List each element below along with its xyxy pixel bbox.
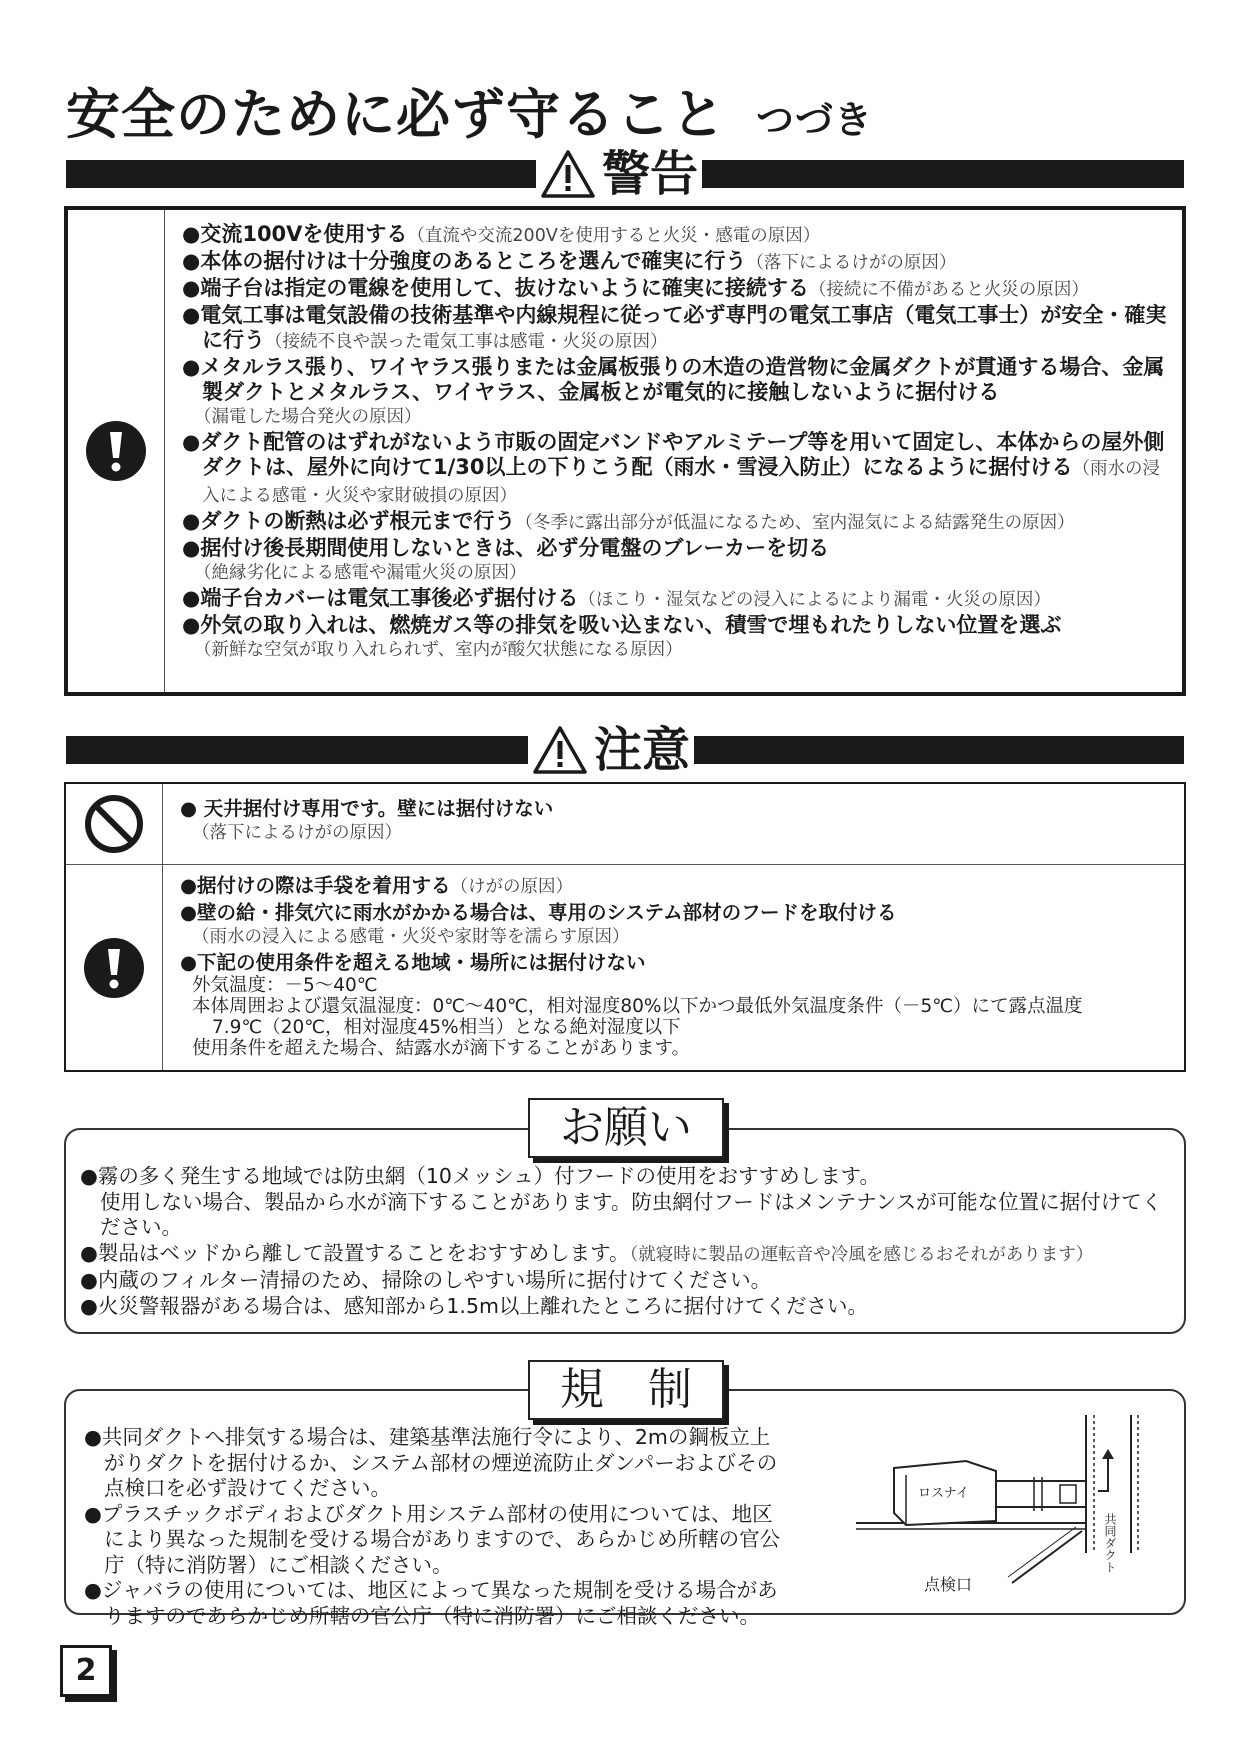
warning-item-2: ●本体の据付けは十分強度のあるところを選んで確実に行う（落下によるけがの原因） bbox=[182, 249, 957, 273]
request-list bbox=[80, 1164, 1168, 1319]
warning-item-4: ●電気工事は電気設備の技術基準や内線規程に従って必ず専門の電気工事店（電気工事士）が安全・確実に行う（接続不良や誤った電気工事は感電・火災の原因） bbox=[182, 303, 1167, 352]
caution-box bbox=[64, 782, 1186, 1072]
warning-item-3: ●端子台は指定の電線を使用して、抜けないように確実に接続する（接続に不備があると火災の原因） bbox=[182, 276, 1089, 300]
diagram-unit-label: ロスナイ bbox=[918, 1486, 969, 1501]
regulation-item-1: ●共同ダクトへ排気する場合は、建築基準法施行令により、2mの鋼板立上がりダクトを据付けるか、システム部材の煙逆流防止ダンパーおよびその点検口を必ず設けてください。 bbox=[84, 1425, 778, 1500]
warning-item-5: ●メタルラス張り、ワイヤラス張りまたは金属板張りの木造の造営物に金属ダクトが貫通する場合、金属製ダクトとメタルラス、ワイヤラス、金属板とが電気的に接触しないように据付ける （漏電した場合発火の原因） bbox=[182, 355, 1165, 427]
caution-must-item-2: ●壁の給・排気穴に雨水がかかる場合は、専用のシステム部材のフードを取付ける （雨水の浸入による感電・火災や家財等を濡らす原因） bbox=[180, 901, 897, 947]
caution-heading bbox=[528, 722, 694, 778]
request-item-1: ●霧の多く発生する地域では防虫網（10メッシュ）付フードの使用をおすすめします。 使用しない場合、製品から水が滴下することがあります。防虫網付フードはメンテナンスが可能な位置に据付けてください。 bbox=[80, 1164, 1163, 1239]
caution-must-list bbox=[180, 873, 1174, 1059]
warning-item-8: ●据付け後長期間使用しないときは、必ず分電盤のブレーカーを切る （絶縁劣化による感電や漏電火災の原因） bbox=[182, 536, 830, 583]
request-item-3: ●内蔵のフィルター清掃のため、掃除のしやすい場所に据付けてください。 bbox=[80, 1268, 772, 1292]
warning-item-1: ●交流100Vを使用する（直流や交流200Vを使用すると火災・感電の原因） bbox=[182, 222, 821, 246]
condition-line-3: 使用条件を超えた場合、結露水が滴下することがあります。 bbox=[192, 1038, 691, 1059]
caution-triangle-icon bbox=[532, 725, 588, 775]
condition-line-1: 外気温度：－5～40℃ bbox=[192, 975, 378, 996]
warning-item-7: ●ダクトの断熱は必ず根元まで行う（冬季に露出部分が低温になるため、室内湿気による結露発生の原因） bbox=[182, 509, 1075, 533]
mandatory-action-icon bbox=[83, 937, 145, 999]
exhaust-duct-diagram bbox=[846, 1413, 1176, 1593]
condition-line-2: 本体周囲および還気温湿度：0℃～40℃，相対湿度80%以下かつ最低外気温度条件（－5℃）にて露点温度7.9℃（20℃，相対湿度45%相当）となる絶対湿度以下 bbox=[192, 996, 1083, 1038]
warning-item-10: ●外気の取り入れは、燃焼ガス等の排気を吸い込まない、積雪で埋もれたりしない位置を選ぶ （新鮮な空気が取り入れられず、室内が酸欠状態になる原因） bbox=[182, 613, 1062, 660]
regulation-item-2: ●プラスチックボディおよびダクト用システム部材の使用については、地区により異なった規制を受ける場合がありますので、あらかじめ所轄の官公庁（特に消防署）にご相談ください。 bbox=[84, 1501, 781, 1577]
warning-triangle-icon bbox=[540, 149, 596, 199]
warning-heading bbox=[536, 146, 702, 202]
page-title bbox=[66, 72, 873, 149]
caution-prohibit-row bbox=[66, 784, 1184, 865]
diagram-shaft-label: 共同ダクト bbox=[1103, 1513, 1117, 1573]
request-item-4: ●火災警報器がある場合は、感知部から1.5m以上離れたところに据付けてください。 bbox=[80, 1293, 868, 1318]
request-heading: お願い bbox=[528, 1098, 724, 1158]
caution-must-icon-column bbox=[66, 865, 163, 1070]
page-number: 2 bbox=[60, 1645, 112, 1697]
caution-must-item-1: ●据付けの際は手袋を着用する（けがの原因） bbox=[180, 874, 574, 897]
warning-icon-column bbox=[68, 210, 165, 692]
warning-list bbox=[182, 222, 1172, 663]
caution-heading-label: 注意 bbox=[594, 722, 691, 778]
page-title-sub: つづき bbox=[756, 98, 874, 142]
mandatory-action-icon bbox=[85, 420, 147, 482]
prohibited-icon bbox=[83, 793, 145, 855]
warning-item-9: ●端子台カバーは電気工事後必ず据付ける（ほこり・湿気などの浸入によるにより漏電・火災の原因） bbox=[182, 586, 1051, 610]
request-box bbox=[64, 1128, 1186, 1334]
regulation-heading: 規 制 bbox=[528, 1360, 724, 1420]
caution-must-item-3: ●下記の使用条件を超える地域・場所には据付けない 外気温度：－5～40℃ 本体周囲および還気温湿度：0℃～40℃，相対湿度80%以下かつ最低外気温度条件（－5℃）にて露点温度7.9℃（20℃，相対湿度45%相当）となる絶対湿度以下 使用条件を超えた場合、結露水が滴下することがあります。 bbox=[180, 950, 1174, 1059]
regulation-item-3: ●ジャバラの使用については、地区によって異なった規制を受ける場合がありますのであらかじめ所轄の官公庁（特に消防署）にご相談ください。 bbox=[84, 1578, 778, 1628]
regulation-list bbox=[84, 1425, 784, 1629]
regulation-box bbox=[64, 1389, 1186, 1628]
caution-prohibit-list bbox=[180, 796, 1174, 846]
caution-must-row bbox=[66, 865, 1184, 1070]
warning-box bbox=[64, 206, 1186, 696]
warning-heading-label: 警告 bbox=[602, 146, 699, 202]
caution-prohibit-item-1: ● 天井据付け専用です。壁には据付けない （落下によるけがの原因） bbox=[180, 797, 554, 843]
warning-item-6: ●ダクト配管のはずれがないよう市販の固定バンドやアルミテープ等を用いて固定し、本体からの屋外側ダクトは、屋外に向けて1/30以上の下りこう配（雨水・雪浸入防止）になるように据付ける（雨水の浸入による感電・火災や家財破損の原因） bbox=[182, 430, 1165, 506]
prohibit-icon-column bbox=[66, 784, 163, 864]
request-item-2: ●製品はベッドから離して設置することをおすすめします。（就寝時に製品の運転音や冷風を感じるおそれがあります） bbox=[80, 1240, 1094, 1265]
page-title-main: 安全のために必ず守ること bbox=[66, 83, 726, 146]
diagram-inspection-label: 点検口 bbox=[924, 1575, 973, 1593]
